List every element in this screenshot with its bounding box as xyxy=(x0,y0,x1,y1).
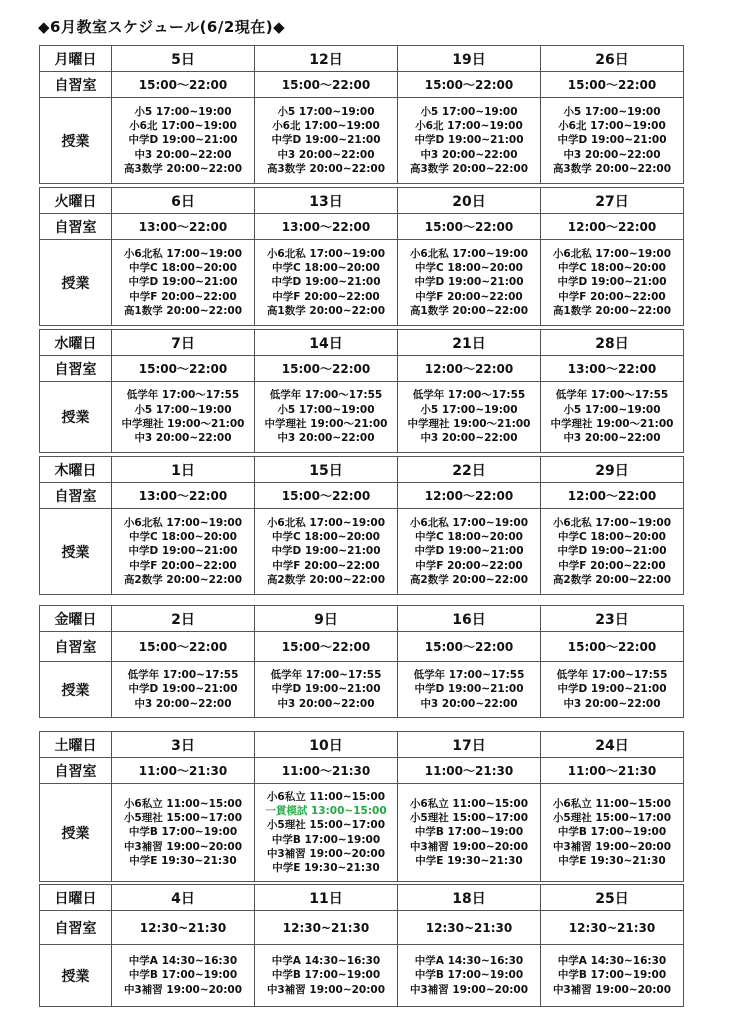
lesson-cell xyxy=(541,509,684,595)
lesson-item: 中3 20:00~22:00 xyxy=(134,697,232,710)
lesson-item: 中学C 18:00~20:00 xyxy=(128,262,237,275)
lesson-item: 小5 17:00~19:00 xyxy=(563,403,661,416)
lesson-item: 中3 20:00~22:00 xyxy=(277,432,375,445)
lesson-item: 中学B 17:00~19:00 xyxy=(271,969,381,982)
lesson-cell xyxy=(398,945,541,1007)
date-cell: 23日 xyxy=(541,606,684,632)
study-hours-cell: 12:30~21:30 xyxy=(255,911,398,945)
lesson-item: 中学E 19:30~21:30 xyxy=(558,854,666,867)
lesson-item: 高1数学 20:00~22:00 xyxy=(123,304,243,317)
lesson-label: 授業 xyxy=(40,662,112,718)
study-room-label: 自習室 xyxy=(40,758,112,784)
date-cell: 7日 xyxy=(112,330,255,356)
lesson-item: 中学A 14:30~16:30 xyxy=(557,955,667,968)
lesson-label: 授業 xyxy=(40,382,112,453)
lesson-cell xyxy=(398,240,541,326)
date-cell: 6日 xyxy=(112,188,255,214)
week-block xyxy=(39,731,684,882)
lesson-item: 中学E 19:30~21:30 xyxy=(129,854,237,867)
lesson-item: 中学B 17:00~19:00 xyxy=(271,833,381,846)
weekday-label: 金曜日 xyxy=(40,606,112,632)
weekday-label: 木曜日 xyxy=(40,457,112,483)
lesson-item: 低学年 17:00~17:55 xyxy=(127,669,239,682)
week-block xyxy=(39,456,684,595)
study-hours-cell: 12:00～22:00 xyxy=(541,483,684,509)
study-room-label: 自習室 xyxy=(40,214,112,240)
study-hours-cell: 12:00～22:00 xyxy=(398,356,541,382)
study-hours-cell: 15:00～22:00 xyxy=(255,72,398,98)
study-hours-cell: 13:00～22:00 xyxy=(541,356,684,382)
lesson-item: 中学B 17:00~19:00 xyxy=(414,969,524,982)
lesson-item: 一貫模試 13:00~15:00 xyxy=(265,804,387,817)
date-cell: 24日 xyxy=(541,732,684,758)
lesson-item: 中3 20:00~22:00 xyxy=(420,148,518,161)
lesson-cell xyxy=(398,509,541,595)
lesson-cell xyxy=(541,240,684,326)
lesson-cell xyxy=(255,945,398,1007)
lesson-item: 中学D 19:00~21:00 xyxy=(414,683,524,696)
date-cell: 20日 xyxy=(398,188,541,214)
lesson-item: 低学年 17:00~17:55 xyxy=(270,669,382,682)
week-block xyxy=(39,884,684,1007)
lesson-cell xyxy=(398,784,541,882)
date-cell: 27日 xyxy=(541,188,684,214)
lesson-item: 小6北私 17:00~19:00 xyxy=(266,516,386,529)
lesson-item: 小6北 17:00~19:00 xyxy=(415,120,523,133)
lesson-item: 中学F 20:00~22:00 xyxy=(129,290,237,303)
date-cell: 9日 xyxy=(255,606,398,632)
lesson-cell xyxy=(255,509,398,595)
study-room-label: 自習室 xyxy=(40,72,112,98)
lesson-item: 小6私立 11:00~15:00 xyxy=(409,797,529,810)
lesson-item: 低学年 17:00~17:55 xyxy=(413,669,525,682)
lesson-item: 低学年 17:00～17:55 xyxy=(126,389,240,402)
lesson-item: 中学A 14:30~16:30 xyxy=(414,955,524,968)
lesson-item: 中3 20:00~22:00 xyxy=(563,697,661,710)
lesson-item: 中3補習 19:00~20:00 xyxy=(409,983,529,996)
date-cell: 1日 xyxy=(112,457,255,483)
study-room-label: 自習室 xyxy=(40,911,112,945)
lesson-item: 低学年 17:00~17:55 xyxy=(556,669,668,682)
lesson-cell xyxy=(112,662,255,718)
lesson-item: 小5理社 15:00~17:00 xyxy=(552,812,672,825)
date-cell: 28日 xyxy=(541,330,684,356)
lesson-item: 小6北私 17:00~19:00 xyxy=(123,516,243,529)
lesson-item: 小5理社 15:00~17:00 xyxy=(266,819,386,832)
lesson-cell xyxy=(112,784,255,882)
lesson-item: 小6北私 17:00~19:00 xyxy=(123,247,243,260)
lesson-cell xyxy=(255,662,398,718)
lesson-cell xyxy=(255,382,398,453)
lesson-item: 小5理社 15:00~17:00 xyxy=(409,812,529,825)
lesson-item: 中学D 19:00~21:00 xyxy=(128,545,238,558)
lesson-item: 中学理社 19:00～21:00 xyxy=(121,418,245,430)
lesson-item: 小6私立 11:00~15:00 xyxy=(552,797,672,810)
lesson-item: 中学理社 19:00～21:00 xyxy=(264,418,388,430)
lesson-item: 中学D 19:00~21:00 xyxy=(271,683,381,696)
date-cell: 11日 xyxy=(255,885,398,911)
lesson-cell xyxy=(112,240,255,326)
lesson-item: 中3 20:00~22:00 xyxy=(563,432,661,445)
lesson-item: 小5 17:00~19:00 xyxy=(563,105,661,118)
date-cell: 17日 xyxy=(398,732,541,758)
study-hours-cell: 11:00～21:30 xyxy=(398,758,541,784)
lesson-item: 小5理社 15:00~17:00 xyxy=(123,812,243,825)
lesson-item: 中学D 19:00~21:00 xyxy=(414,134,524,147)
weekday-label: 火曜日 xyxy=(40,188,112,214)
date-cell: 18日 xyxy=(398,885,541,911)
lesson-item: 中学D 19:00~21:00 xyxy=(557,276,667,289)
date-cell: 13日 xyxy=(255,188,398,214)
lesson-item: 中学E 19:30~21:30 xyxy=(415,854,523,867)
lesson-item: 高3数学 20:00~22:00 xyxy=(409,162,529,175)
lesson-item: 中学B 17:00~19:00 xyxy=(557,826,667,839)
lesson-item: 高2数学 20:00~22:00 xyxy=(123,573,243,586)
lesson-item: 中3 20:00~22:00 xyxy=(277,148,375,161)
lesson-item: 中学C 18:00~20:00 xyxy=(271,262,380,275)
date-cell: 25日 xyxy=(541,885,684,911)
lesson-item: 中学B 17:00~19:00 xyxy=(557,969,667,982)
lesson-item: 中3補習 19:00~20:00 xyxy=(266,983,386,996)
study-hours-cell: 15:00～22:00 xyxy=(398,632,541,662)
lesson-item: 中3 20:00~22:00 xyxy=(134,148,232,161)
lesson-item: 小6北私 17:00~19:00 xyxy=(552,516,672,529)
lesson-item: 低学年 17:00～17:55 xyxy=(555,389,669,402)
study-hours-cell: 11:00～21:30 xyxy=(112,758,255,784)
study-hours-cell: 15:00～22:00 xyxy=(112,72,255,98)
lesson-cell xyxy=(112,98,255,184)
date-cell: 5日 xyxy=(112,46,255,72)
lesson-item: 中学F 20:00~22:00 xyxy=(272,559,380,572)
lesson-item: 中3 20:00~22:00 xyxy=(277,697,375,710)
study-hours-cell: 12:00～22:00 xyxy=(398,483,541,509)
date-cell: 26日 xyxy=(541,46,684,72)
lesson-item: 中3 20:00~22:00 xyxy=(563,148,661,161)
lesson-item: 中3補習 19:00~20:00 xyxy=(123,840,243,853)
lesson-item: 小6北 17:00~19:00 xyxy=(272,120,380,133)
week-block xyxy=(39,605,684,718)
date-cell: 4日 xyxy=(112,885,255,911)
lesson-item: 中3 20:00~22:00 xyxy=(420,432,518,445)
lesson-cell xyxy=(255,98,398,184)
lesson-cell xyxy=(255,784,398,882)
study-hours-cell: 12:00～22:00 xyxy=(541,214,684,240)
lesson-item: 小6北私 17:00~19:00 xyxy=(552,247,672,260)
lesson-item: 高3数学 20:00~22:00 xyxy=(266,162,386,175)
lesson-cell xyxy=(541,784,684,882)
lesson-item: 中学D 19:00~21:00 xyxy=(271,545,381,558)
lesson-item: 中学D 19:00~21:00 xyxy=(128,276,238,289)
lesson-item: 中3補習 19:00~20:00 xyxy=(266,847,386,860)
study-hours-cell: 13:00～22:00 xyxy=(112,483,255,509)
study-hours-cell: 11:00～21:30 xyxy=(541,758,684,784)
lesson-item: 中学D 19:00~21:00 xyxy=(557,134,667,147)
lesson-item: 中3 20:00~22:00 xyxy=(134,432,232,445)
lesson-item: 小6私立 11:00~15:00 xyxy=(123,797,243,810)
lesson-cell xyxy=(541,945,684,1007)
date-cell: 29日 xyxy=(541,457,684,483)
lesson-item: 小5 17:00~19:00 xyxy=(277,403,375,416)
study-hours-cell: 15:00～22:00 xyxy=(255,483,398,509)
lesson-cell xyxy=(398,382,541,453)
date-cell: 14日 xyxy=(255,330,398,356)
lesson-item: 高2数学 20:00~22:00 xyxy=(552,573,672,586)
lesson-label: 授業 xyxy=(40,98,112,184)
study-hours-cell: 12:30~21:30 xyxy=(541,911,684,945)
lesson-cell xyxy=(112,382,255,453)
date-cell: 10日 xyxy=(255,732,398,758)
week-block xyxy=(39,187,684,326)
lesson-item: 中学F 20:00~22:00 xyxy=(415,559,523,572)
lesson-label: 授業 xyxy=(40,509,112,595)
lesson-item: 小6北私 17:00~19:00 xyxy=(266,247,386,260)
lesson-item: 中学F 20:00~22:00 xyxy=(129,559,237,572)
lesson-cell xyxy=(255,240,398,326)
lesson-cell xyxy=(398,98,541,184)
lesson-item: 低学年 17:00～17:55 xyxy=(412,389,526,402)
lesson-cell xyxy=(112,945,255,1007)
page-title: ◆6月教室スケジュール(6/2現在)◆ xyxy=(38,18,286,36)
lesson-label: 授業 xyxy=(40,784,112,882)
lesson-item: 中学F 20:00~22:00 xyxy=(272,290,380,303)
lesson-item: 中学理社 19:00～21:00 xyxy=(550,418,674,430)
lesson-item: 小6北 17:00~19:00 xyxy=(558,120,666,133)
lesson-cell xyxy=(541,98,684,184)
date-cell: 12日 xyxy=(255,46,398,72)
lesson-item: 小5 17:00~19:00 xyxy=(420,105,518,118)
lesson-item: 高1数学 20:00~22:00 xyxy=(552,304,672,317)
lesson-item: 中学F 20:00~22:00 xyxy=(415,290,523,303)
study-room-label: 自習室 xyxy=(40,632,112,662)
study-hours-cell: 11:00～21:30 xyxy=(255,758,398,784)
study-hours-cell: 15:00～22:00 xyxy=(112,632,255,662)
lesson-item: 中学C 18:00~20:00 xyxy=(414,262,523,275)
lesson-item: 中3補習 19:00~20:00 xyxy=(409,840,529,853)
lesson-item: 低学年 17:00～17:55 xyxy=(269,389,383,402)
lesson-label: 授業 xyxy=(40,945,112,1007)
lesson-item: 中3 20:00~22:00 xyxy=(420,697,518,710)
study-hours-cell: 12:30~21:30 xyxy=(398,911,541,945)
date-cell: 2日 xyxy=(112,606,255,632)
lesson-item: 高2数学 20:00~22:00 xyxy=(266,573,386,586)
lesson-item: 中学A 14:30~16:30 xyxy=(128,955,238,968)
lesson-item: 中学C 18:00~20:00 xyxy=(128,531,237,544)
study-hours-cell: 15:00～22:00 xyxy=(398,214,541,240)
lesson-item: 高1数学 20:00~22:00 xyxy=(409,304,529,317)
lesson-item: 中学F 20:00~22:00 xyxy=(558,290,666,303)
lesson-item: 小6北 17:00~19:00 xyxy=(129,120,237,133)
lesson-item: 中学C 18:00~20:00 xyxy=(557,262,666,275)
lesson-item: 中学D 19:00~21:00 xyxy=(414,545,524,558)
weekday-label: 水曜日 xyxy=(40,330,112,356)
lesson-item: 中学C 18:00~20:00 xyxy=(557,531,666,544)
lesson-item: 中3補習 19:00~20:00 xyxy=(123,983,243,996)
lesson-item: 中学理社 19:00～21:00 xyxy=(407,418,531,430)
lesson-item: 中学B 17:00~19:00 xyxy=(128,969,238,982)
week-block xyxy=(39,329,684,453)
weekday-label: 月曜日 xyxy=(40,46,112,72)
lesson-item: 中学D 19:00~21:00 xyxy=(128,683,238,696)
lesson-item: 中学D 19:00~21:00 xyxy=(271,134,381,147)
lesson-label: 授業 xyxy=(40,240,112,326)
lesson-item: 中学E 19:30~21:30 xyxy=(272,862,380,875)
date-cell: 15日 xyxy=(255,457,398,483)
lesson-item: 中学B 17:00~19:00 xyxy=(128,826,238,839)
study-hours-cell: 15:00～22:00 xyxy=(541,632,684,662)
lesson-item: 高1数学 20:00~22:00 xyxy=(266,304,386,317)
lesson-item: 中3補習 19:00~20:00 xyxy=(552,983,672,996)
lesson-item: 小5 17:00~19:00 xyxy=(277,105,375,118)
lesson-item: 高2数学 20:00~22:00 xyxy=(409,573,529,586)
weekday-label: 土曜日 xyxy=(40,732,112,758)
lesson-item: 中学B 17:00~19:00 xyxy=(414,826,524,839)
lesson-item: 小6私立 11:00~15:00 xyxy=(266,790,386,803)
lesson-item: 中学A 14:30~16:30 xyxy=(271,955,381,968)
study-hours-cell: 13:00～22:00 xyxy=(112,214,255,240)
lesson-item: 小5 17:00~19:00 xyxy=(134,105,232,118)
lesson-cell xyxy=(112,509,255,595)
date-cell: 21日 xyxy=(398,330,541,356)
study-hours-cell: 12:30~21:30 xyxy=(112,911,255,945)
study-hours-cell: 15:00～22:00 xyxy=(398,72,541,98)
lesson-cell xyxy=(541,662,684,718)
lesson-item: 小6北私 17:00~19:00 xyxy=(409,247,529,260)
lesson-item: 小6北私 17:00~19:00 xyxy=(409,516,529,529)
weekday-label: 日曜日 xyxy=(40,885,112,911)
lesson-item: 高3数学 20:00~22:00 xyxy=(123,162,243,175)
lesson-item: 中学D 19:00~21:00 xyxy=(557,683,667,696)
lesson-item: 小5 17:00~19:00 xyxy=(420,403,518,416)
lesson-item: 中学F 20:00~22:00 xyxy=(558,559,666,572)
lesson-item: 中学D 19:00~21:00 xyxy=(414,276,524,289)
study-hours-cell: 15:00～22:00 xyxy=(255,356,398,382)
lesson-item: 中3補習 19:00~20:00 xyxy=(552,840,672,853)
study-room-label: 自習室 xyxy=(40,356,112,382)
lesson-item: 小5 17:00~19:00 xyxy=(134,403,232,416)
lesson-item: 中学D 19:00~21:00 xyxy=(271,276,381,289)
week-block xyxy=(39,45,684,184)
lesson-item: 中学D 19:00~21:00 xyxy=(128,134,238,147)
study-hours-cell: 15:00～22:00 xyxy=(112,356,255,382)
lesson-item: 中学C 18:00~20:00 xyxy=(414,531,523,544)
date-cell: 16日 xyxy=(398,606,541,632)
study-room-label: 自習室 xyxy=(40,483,112,509)
study-hours-cell: 15:00～22:00 xyxy=(541,72,684,98)
study-hours-cell: 15:00～22:00 xyxy=(255,632,398,662)
date-cell: 19日 xyxy=(398,46,541,72)
lesson-item: 中学C 18:00~20:00 xyxy=(271,531,380,544)
lesson-cell xyxy=(541,382,684,453)
lesson-item: 高3数学 20:00~22:00 xyxy=(552,162,672,175)
study-hours-cell: 13:00～22:00 xyxy=(255,214,398,240)
date-cell: 22日 xyxy=(398,457,541,483)
lesson-cell xyxy=(398,662,541,718)
lesson-item: 中学D 19:00~21:00 xyxy=(557,545,667,558)
date-cell: 3日 xyxy=(112,732,255,758)
